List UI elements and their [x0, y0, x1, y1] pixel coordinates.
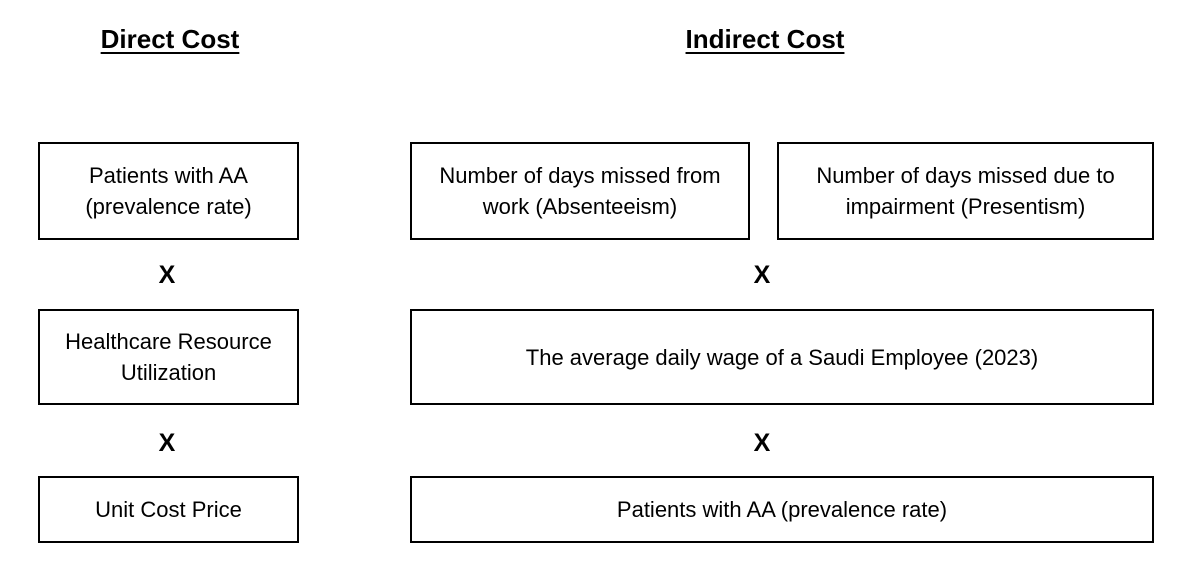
indirect-multiply-operator-1: X	[753, 261, 771, 289]
direct-multiply-operator-1: X	[158, 261, 176, 289]
direct-healthcare-utilization-box	[38, 309, 299, 405]
indirect-presentism-label: Number of days missed due to impairment (Presentism)	[816, 163, 1115, 219]
indirect-daily-wage-label: The average daily wage of a Saudi Employee (2023)	[525, 344, 1039, 370]
direct-patients-label: Patients with AA (prevalence rate)	[85, 163, 252, 219]
indirect-presentism-box	[777, 142, 1154, 240]
indirect-cost-heading: Indirect Cost	[685, 24, 845, 54]
indirect-absenteeism-box	[410, 142, 750, 240]
indirect-patients-box	[410, 476, 1154, 543]
indirect-patients-label: Patients with AA (prevalence rate)	[616, 497, 948, 522]
indirect-daily-wage-box	[410, 309, 1154, 405]
direct-multiply-operator-2: X	[158, 429, 176, 457]
direct-unit-cost-box	[38, 476, 299, 543]
indirect-multiply-operator-2: X	[753, 429, 771, 457]
direct-cost-heading: Direct Cost	[100, 24, 240, 54]
direct-healthcare-utilization-label: Healthcare Resource Utilization	[65, 329, 272, 385]
indirect-absenteeism-label: Number of days missed from work (Absenteeism)	[439, 163, 721, 219]
direct-unit-cost-label: Unit Cost Price	[95, 497, 242, 522]
direct-patients-box	[38, 142, 299, 240]
